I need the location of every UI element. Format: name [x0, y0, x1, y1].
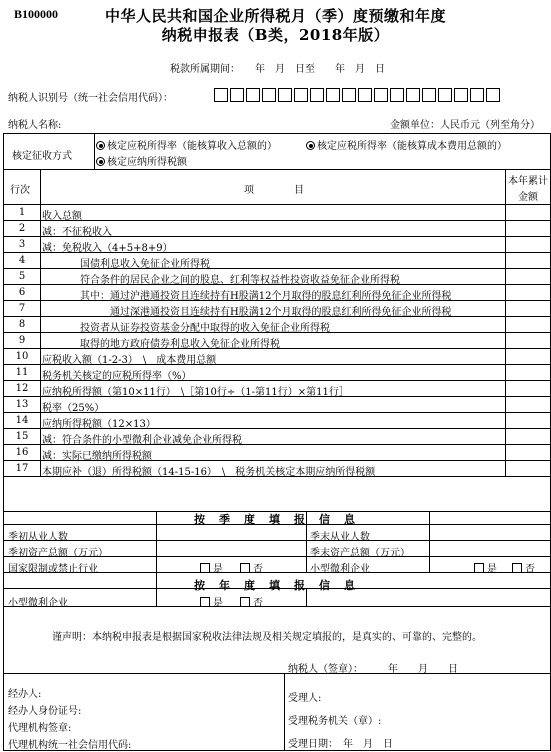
row-number: 2 [18, 223, 26, 234]
row-number: 14 [15, 415, 29, 426]
method-option-3[interactable]: 核定应纳所得税额 [96, 153, 187, 168]
restricted-no[interactable]: 否 [240, 560, 263, 575]
quarterly-title: 按季度填报信息 [194, 513, 369, 526]
row-amount-cell[interactable] [506, 300, 550, 315]
row-amount-cell[interactable] [506, 220, 550, 235]
row-item-text: 税率（25%） [42, 403, 105, 414]
grid-line [4, 396, 550, 397]
grid-line [4, 204, 550, 205]
row-number: 15 [15, 431, 29, 442]
row-amount-cell[interactable] [506, 204, 550, 219]
row-amount-cell[interactable] [506, 268, 550, 283]
taxpayer-id-label: 纳税人识别号（统一社会信用代码）： [8, 93, 173, 104]
radio-icon [96, 141, 105, 150]
item-header: 项 目 [244, 185, 304, 196]
row-number: 4 [18, 255, 26, 266]
row-item-text: 减：符合条件的小型微利企业减免企业所得税 [42, 435, 242, 446]
id-char-box[interactable] [486, 88, 500, 102]
restricted-industry-label: 国家限制或禁止行业 [8, 564, 98, 575]
grid-line [4, 300, 550, 301]
row-item-text: 国债利息收入免征企业所得税 [80, 259, 210, 270]
id-char-box[interactable] [470, 88, 484, 102]
declaration-text: 谨声明：本纳税申报表是根据国家税收法律法规及相关规定填报的，是真实的、可靠的、完整的。 [52, 632, 482, 643]
row-number: 6 [18, 287, 26, 298]
small-enterprise-a-label: 小型微利企业 [8, 598, 68, 609]
row-amount-cell[interactable] [506, 348, 550, 363]
grid-line [4, 348, 550, 349]
row-amount-cell[interactable] [506, 364, 550, 379]
id-char-box[interactable] [326, 88, 340, 102]
row-item-text: 本期应补（退）所得税额（14-15-16） \ 税务机关核定本期应纳所得税额 [42, 467, 376, 478]
agency-code-label: 代理机构统一社会信用代码: [8, 740, 132, 751]
row-item-text: 税务机关核定的应税所得率（%） [42, 371, 192, 382]
grid-line [4, 606, 550, 607]
row-number: 17 [15, 463, 29, 474]
taxpayer-name-label: 纳税人名称: [8, 120, 62, 131]
id-char-box[interactable] [422, 88, 436, 102]
grid-line [4, 412, 550, 413]
row-item-text: 收入总额 [42, 211, 82, 222]
grid-line [4, 364, 550, 365]
row-item-text: 其中：通过沪港通投资且连续持有H股满12个月取得的股息红利所得免征企业所得税 [80, 291, 452, 302]
row-item-text: 符合条件的居民企业之间的股息、红利等权益性投资收益免征企业所得税 [80, 275, 400, 286]
row-amount-cell[interactable] [506, 284, 550, 299]
grid-line [4, 268, 550, 269]
row-amount-cell[interactable] [506, 316, 550, 331]
grid-line [40, 169, 41, 476]
row-item-text: 投资者从证券投资基金分配中取得的收入免征企业所得税 [80, 323, 330, 334]
id-char-box[interactable] [374, 88, 388, 102]
form-title-line2: 纳税申报表（B类，2018年版） [161, 26, 390, 44]
row-number: 1 [18, 207, 26, 218]
receiver-label: 受理人: [288, 693, 322, 704]
grid-line [4, 540, 550, 541]
small-enterprise-q-label: 小型微利企业 [310, 564, 370, 575]
agent-id-label: 经办人身份证号: [8, 706, 82, 717]
grid-line [4, 460, 550, 461]
restricted-yes[interactable]: 是 [200, 560, 223, 575]
grid-line [4, 556, 550, 557]
grid-line [4, 252, 550, 253]
id-char-box[interactable] [278, 88, 292, 102]
grid-line [4, 588, 550, 589]
grid-line [156, 588, 157, 606]
grid-line [4, 380, 550, 381]
row-number: 9 [18, 335, 26, 346]
id-char-box[interactable] [214, 88, 228, 102]
grid-line [306, 588, 307, 606]
grid-line [306, 511, 307, 572]
receive-date-label: 受理日期： 年 月 日 [288, 739, 393, 750]
declaration-signature[interactable]: 纳税人（签章）： 年 月 日 [288, 664, 458, 675]
receiving-office-label: 受理税务机关（章）: [288, 716, 382, 727]
grid-line [4, 572, 550, 573]
annual-title: 按年度填报信息 [194, 579, 369, 592]
grid-line [4, 428, 550, 429]
grid-line [4, 220, 550, 221]
end-assets-label: 季末资产总额（万元） [310, 548, 410, 559]
row-amount-cell[interactable] [506, 396, 550, 411]
id-char-box[interactable] [438, 88, 452, 102]
row-number: 7 [18, 303, 26, 314]
radio-icon [306, 141, 315, 150]
row-no-header: 行次 [10, 185, 30, 196]
row-number: 3 [18, 239, 26, 250]
taxpayer-id-boxes[interactable] [214, 88, 500, 102]
form-title-line1: 中华人民共和国企业所得税月（季）度预缴和年度 [104, 7, 446, 25]
row-amount-cell[interactable] [506, 252, 550, 267]
amount-unit: 金额单位：人民币元（列至角分） [390, 120, 540, 131]
row-number: 12 [15, 383, 29, 394]
grid-line [429, 511, 430, 572]
row-item-text: 应纳税所得额（第10×11行） \［第10行÷（1-第11行）×第11行］ [42, 387, 349, 398]
grid-line [4, 673, 550, 674]
method-label: 核定征收方式 [12, 151, 72, 162]
grid-line [284, 673, 285, 750]
id-char-box[interactable] [390, 88, 404, 102]
id-char-box[interactable] [262, 88, 276, 102]
grid-line [4, 444, 550, 445]
id-char-box[interactable] [294, 88, 308, 102]
row-item-text: 减：实际已缴纳所得税额 [42, 451, 152, 462]
id-char-box[interactable] [406, 88, 420, 102]
row-amount-cell[interactable] [506, 332, 550, 347]
small-a-yes[interactable]: 是 [200, 594, 223, 609]
amount-header-2: 金额 [518, 192, 538, 203]
row-item-text: 取得的地方政府债券利息收入免征企业所得税 [80, 339, 280, 350]
radio-icon [96, 157, 105, 166]
grid-line [94, 134, 95, 169]
row-item-text: 减：免税收入（4+5+8+9） [42, 243, 173, 254]
begin-employees-label: 季初从业人数 [8, 532, 68, 543]
end-employees-label: 季末从业人数 [310, 532, 370, 543]
row-item-text: 应税收入额（1-2-3） \ 成本费用总额 [42, 355, 217, 366]
agency-seal-label: 代理机构签章: [8, 723, 72, 734]
row-amount-cell[interactable] [506, 412, 550, 427]
grid-line [4, 169, 550, 170]
row-item-text: 减：不征税收入 [42, 227, 112, 238]
row-amount-cell[interactable] [506, 460, 550, 475]
row-number: 10 [15, 351, 29, 362]
id-char-box[interactable] [230, 88, 244, 102]
row-amount-cell[interactable] [506, 444, 550, 459]
row-number: 8 [18, 319, 26, 330]
grid-line [4, 316, 550, 317]
grid-line [505, 169, 506, 476]
small-q-no[interactable]: 否 [512, 560, 535, 575]
row-amount-cell[interactable] [506, 380, 550, 395]
row-amount-cell[interactable] [506, 428, 550, 443]
grid-line [156, 511, 157, 588]
row-item-text: 应纳所得税额（12×13） [42, 419, 156, 430]
id-char-box[interactable] [246, 88, 260, 102]
tax-period: 税款所属期间： 年 月 日至 年 月 日 [170, 64, 385, 75]
grid-line [4, 511, 550, 512]
tax-form-table [3, 133, 551, 751]
method-option-1[interactable]: 核定应税所得率（能核算收入总额的） [96, 137, 277, 152]
id-char-box[interactable] [358, 88, 372, 102]
row-number: 13 [15, 399, 29, 410]
id-char-box[interactable] [454, 88, 468, 102]
grid-line [4, 524, 550, 525]
form-code: B100000 [14, 7, 59, 21]
grid-line [4, 284, 550, 285]
row-number: 5 [18, 271, 26, 282]
row-number: 11 [15, 367, 29, 378]
row-number: 16 [15, 447, 29, 458]
method-option-2[interactable]: 核定应税所得率（能核算成本费用总额的） [306, 137, 507, 152]
begin-assets-label: 季初资产总额（万元） [8, 548, 108, 559]
id-char-box[interactable] [342, 88, 356, 102]
id-char-box[interactable] [310, 88, 324, 102]
amount-header-1: 本年累计 [508, 176, 548, 187]
grid-line [4, 236, 550, 237]
grid-line [4, 332, 550, 333]
small-q-yes[interactable]: 是 [474, 560, 497, 575]
grid-line [4, 476, 550, 477]
row-amount-cell[interactable] [506, 236, 550, 251]
small-a-no[interactable]: 否 [240, 594, 263, 609]
agent-label: 经办人: [8, 689, 42, 700]
row-item-text: 通过深港通投资且连续持有H股满12个月取得的股息红利所得免征企业所得税 [110, 307, 452, 318]
